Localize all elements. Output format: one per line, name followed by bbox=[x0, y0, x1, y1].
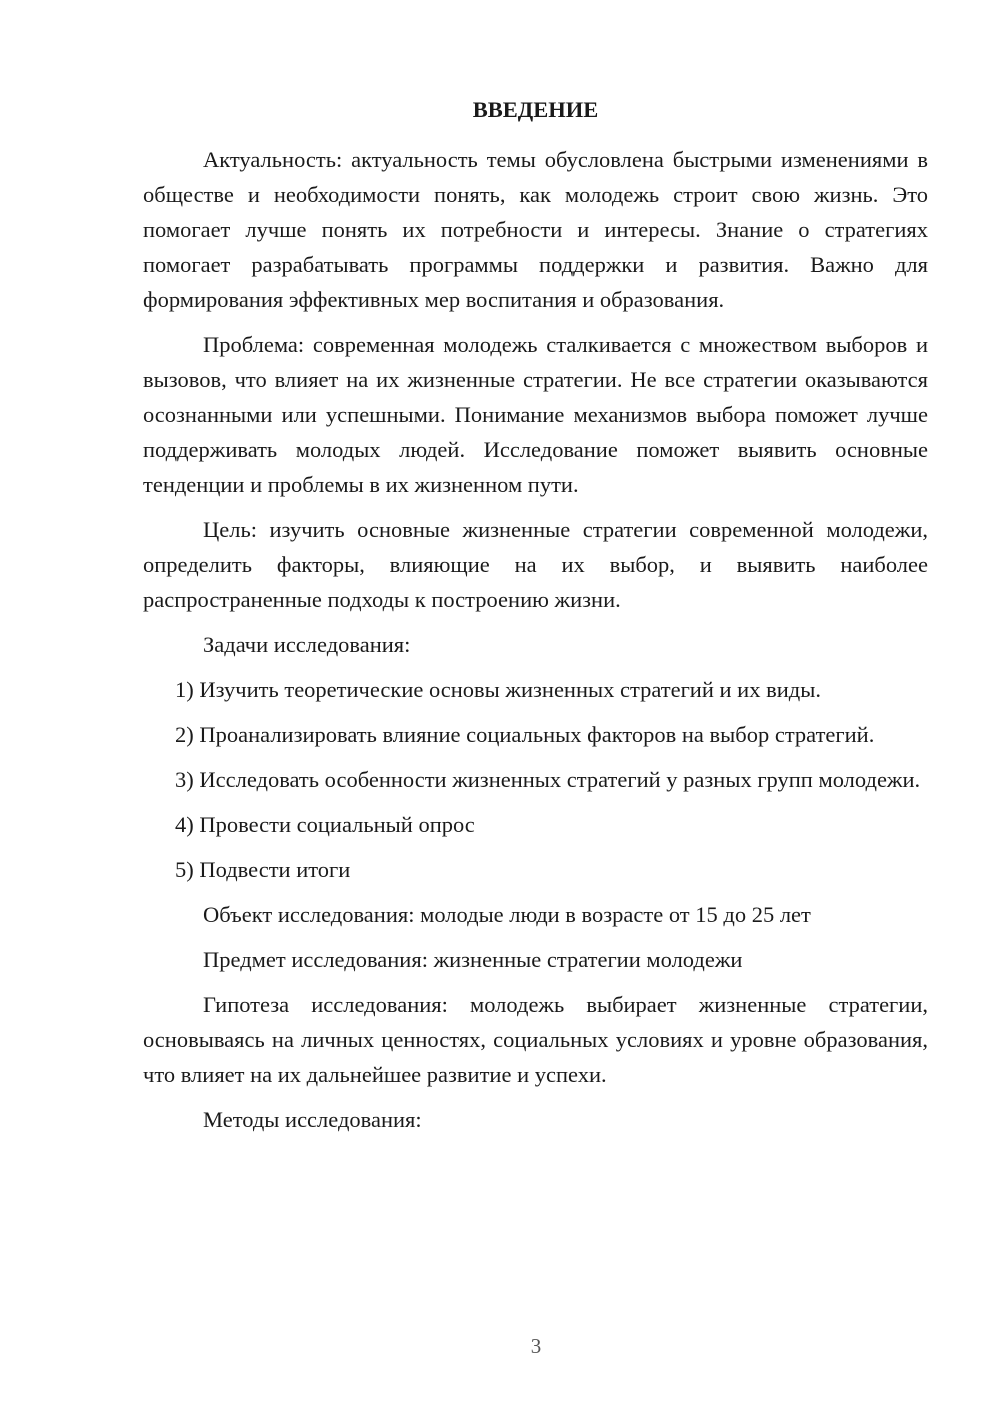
task-item-4: 4) Провести социальный опрос bbox=[175, 812, 475, 837]
subject-paragraph: Предмет исследования: жизненные стратегии молодежи bbox=[203, 947, 743, 972]
task-item-5: 5) Подвести итоги bbox=[175, 857, 351, 882]
task-item-3: 3) Исследовать особенности жизненных стратегий у разных групп молодежи. bbox=[175, 767, 921, 792]
task-item-2: 2) Проанализировать влияние социальных факторов на выбор стратегий. bbox=[175, 722, 875, 747]
section-title: ВВЕДЕНИЕ bbox=[472, 97, 599, 122]
task-item-1: 1) Изучить теоретические основы жизненных стратегий и их виды. bbox=[175, 677, 821, 702]
hypothesis-paragraph: Гипотеза исследования: молодежь выбирает жизненные стратегии, основываясь на личных ценностях, социальных условиях и уровне образования, что влияет на их дальнейшее развитие и успехи. bbox=[143, 992, 928, 1087]
document-page bbox=[143, 95, 928, 1137]
relevance-paragraph: Актуальность: актуальность темы обусловлена быстрыми изменениями в обществе и необходимости понять, как молодежь строит свою жизнь. Это помогает лучше понять их потребности и интересы. Знание о стратегиях помогает разрабатывать программы поддержки и развития. Важно для формирования эффективных мер воспитания и образования. bbox=[143, 147, 928, 312]
page-number: 3 bbox=[530, 1334, 542, 1358]
methods-heading: Методы исследования: bbox=[203, 1107, 422, 1132]
object-paragraph: Объект исследования: молодые люди в возрасте от 15 до 25 лет bbox=[203, 902, 811, 927]
tasks-heading: Задачи исследования: bbox=[203, 632, 411, 657]
goal-paragraph: Цель: изучить основные жизненные стратегии современной молодежи, определить факторы, влияющие на их выбор, и выявить наиболее распространенные подходы к построению жизни. bbox=[143, 517, 928, 612]
problem-paragraph: Проблема: современная молодежь сталкивается с множеством выборов и вызовов, что влияет на их жизненные стратегии. Не все стратегии оказываются осознанными или успешными. Понимание механизмов выбора поможет лучше поддерживать молодых людей. Исследование поможет выявить основные тенденции и проблемы в их жизненном пути. bbox=[143, 332, 928, 497]
